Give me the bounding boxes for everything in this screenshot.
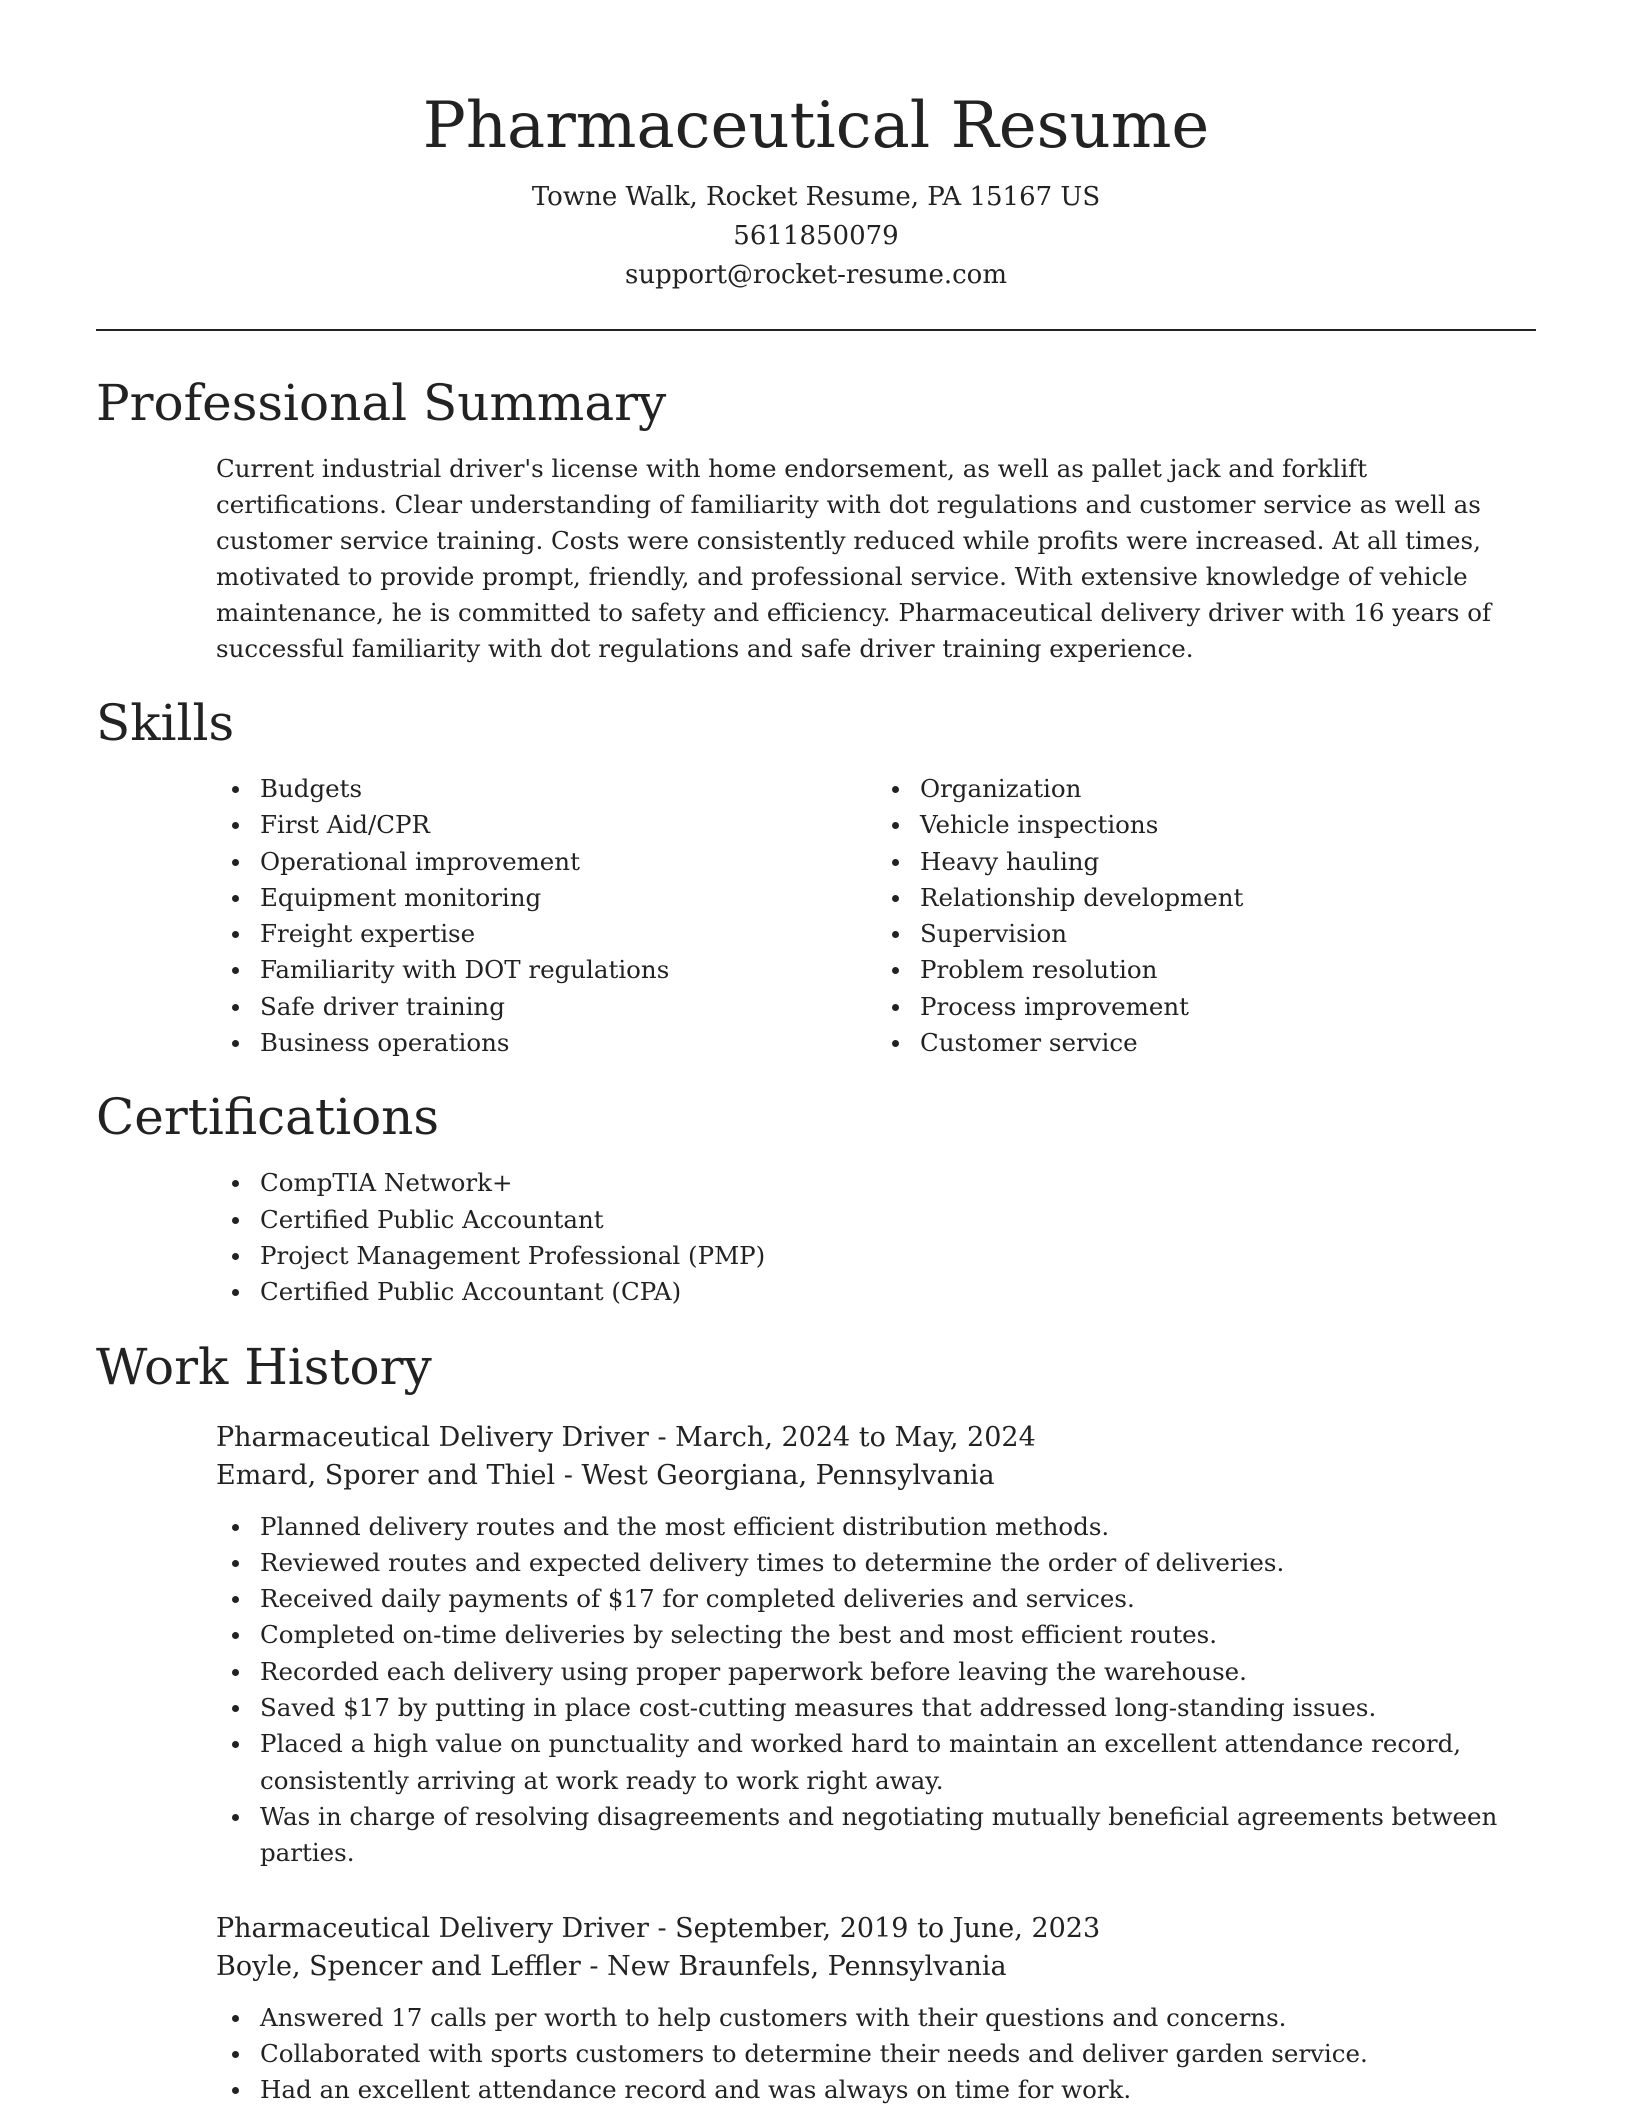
summary-section [96, 373, 1536, 667]
certification-item: Certified Public Accountant (CPA) [260, 1274, 1536, 1310]
skill-item: Relationship development [920, 880, 1536, 916]
job-duty-item: Was in charge of resolving disagreements and negotiating mutually beneficial agreements between parties. [260, 1799, 1536, 1872]
certification-item: CompTIA Network+ [260, 1165, 1536, 1201]
skill-item: Freight expertise [260, 916, 876, 952]
skills-section [96, 693, 1536, 1061]
job-title-line: Pharmaceutical Delivery Driver - September, 2019 to June, 2023 [216, 1912, 1101, 1944]
job-duty-item: Reviewed routes and expected delivery times to determine the order of deliveries. [260, 1545, 1536, 1581]
certifications-section [96, 1087, 1536, 1310]
job-duty-item: Completed on-time deliveries by selecting the best and most efficient routes. [260, 1617, 1536, 1653]
job-duty-item: Saved $17 by putting in place cost-cutting measures that addressed long-standing issues. [260, 1690, 1536, 1726]
email-text: support@rocket-resume.com [624, 260, 1007, 290]
job-duties-list [216, 1509, 1536, 1872]
skill-item: Budgets [260, 771, 876, 807]
skill-item: Problem resolution [920, 952, 1536, 988]
skills-list-left [216, 771, 876, 1061]
work-history-heading: Work History [96, 1337, 432, 1396]
skill-item: Vehicle inspections [920, 807, 1536, 843]
skill-item: Business operations [260, 1025, 876, 1061]
resume-title: Pharmaceutical Resume [422, 89, 1210, 163]
header-divider [96, 329, 1536, 331]
work-history-section [96, 1337, 1536, 2109]
job-duty-item: Received daily payments of $17 for completed deliveries and services. [260, 1581, 1536, 1617]
summary-paragraph: Current industrial driver's license with home endorsement, as well as pallet jack and forklift certifications. Clear understanding of familiarity with dot regulations and customer service as well as customer service training. Costs were consistently reduced while profits were increased. At all times, motivated to provide prompt, friendly, and professional service. With extensive knowledge of vehicle maintenance, he is committed to safety and efficiency. Pharmaceutical delivery driver with 16 years of successful familiarity with dot regulations and safe driver training experience. [216, 454, 1492, 663]
job-duty-item: Collaborated with sports customers to determine their needs and deliver garden service. [260, 2036, 1536, 2072]
skill-item: Process improvement [920, 989, 1536, 1025]
phone-text: 5611850079 [733, 221, 899, 251]
skills-columns [216, 771, 1536, 1061]
job-duty-item: Had an excellent attendance record and was always on time for work. [260, 2072, 1536, 2108]
skill-item: Safe driver training [260, 989, 876, 1025]
job-duty-item: Planned delivery routes and the most efficient distribution methods. [260, 1509, 1536, 1545]
summary-heading: Professional Summary [96, 374, 667, 432]
job-duty-item: Answered 17 calls per worth to help customers with their questions and concerns. [260, 2000, 1536, 2036]
certification-item: Project Management Professional (PMP) [260, 1238, 1536, 1274]
contact-info [96, 178, 1536, 295]
job-duty-item: Recorded each delivery using proper paperwork before leaving the warehouse. [260, 1654, 1536, 1690]
skill-item: First Aid/CPR [260, 807, 876, 843]
job-entry [216, 1419, 1536, 1872]
job-company-line: Boyle, Spencer and Leffler - New Braunfels, Pennsylvania [216, 1950, 1007, 1982]
certifications-heading: Certifications [96, 1088, 440, 1147]
skills-list-right [876, 771, 1536, 1061]
address-text: Towne Walk, Rocket Resume, PA 15167 US [531, 182, 1101, 212]
job-duties-list [216, 2000, 1536, 2109]
skill-item: Organization [920, 771, 1536, 807]
skills-heading: Skills [96, 694, 235, 752]
skill-item: Operational improvement [260, 844, 876, 880]
resume-page [96, 0, 1536, 2108]
job-entry [216, 1910, 1536, 2109]
skill-item: Customer service [920, 1025, 1536, 1061]
resume-header [96, 0, 1536, 295]
certification-item: Certified Public Accountant [260, 1202, 1536, 1238]
skill-item: Heavy hauling [920, 844, 1536, 880]
skill-item: Supervision [920, 916, 1536, 952]
certifications-list [216, 1165, 1536, 1310]
job-title-line: Pharmaceutical Delivery Driver - March, 2024 to May, 2024 [216, 1421, 1036, 1453]
job-duty-item: Placed a high value on punctuality and worked hard to maintain an excellent attendance record, consistently arriving at work ready to work right away. [260, 1726, 1536, 1799]
skill-item: Familiarity with DOT regulations [260, 952, 876, 988]
skill-item: Equipment monitoring [260, 880, 876, 916]
job-company-line: Emard, Sporer and Thiel - West Georgiana, Pennsylvania [216, 1459, 995, 1491]
